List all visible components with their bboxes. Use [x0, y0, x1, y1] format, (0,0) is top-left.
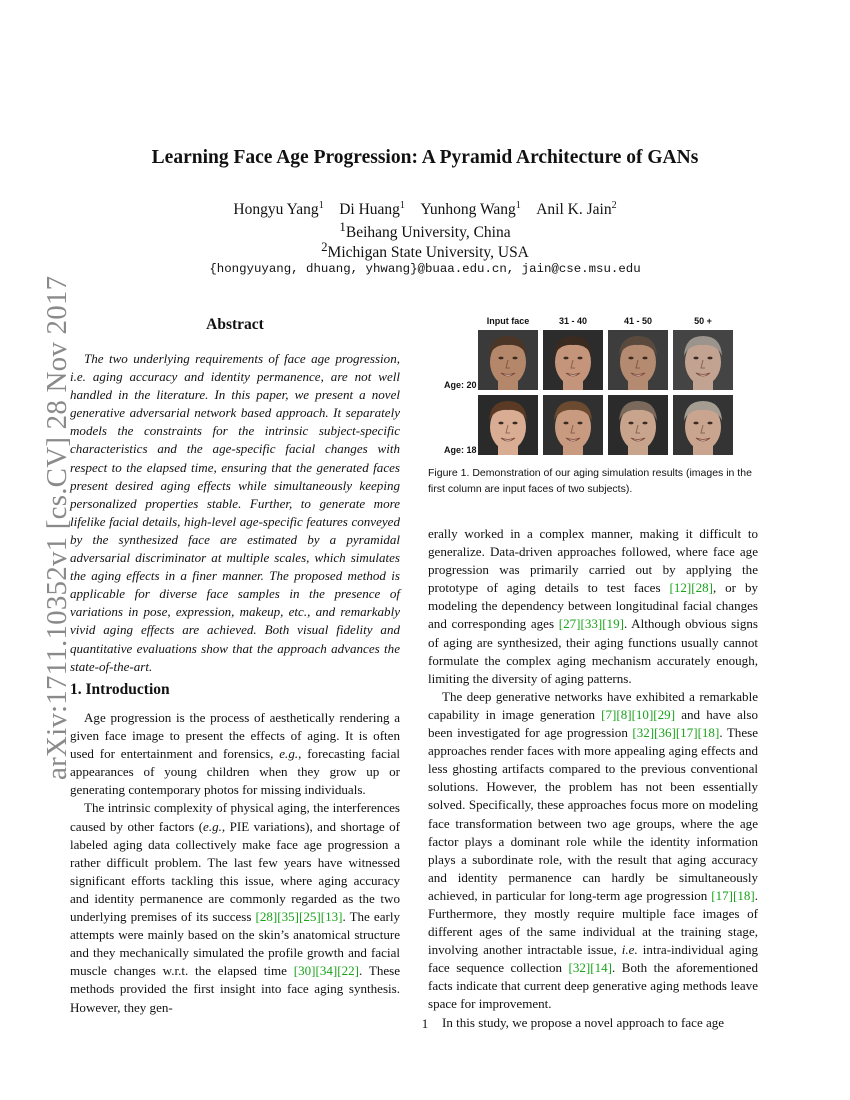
citation-link[interactable]: [12][28]	[669, 580, 713, 596]
citation-link[interactable]: [28][35][25][13]	[255, 909, 343, 925]
citation-link[interactable]: [30][34][22]	[293, 963, 359, 979]
citation-link[interactable]: [17][18]	[711, 887, 755, 903]
face-image	[608, 395, 668, 455]
author-name: Hongyu Yang	[233, 201, 319, 219]
face-image	[543, 395, 603, 455]
author-emails: {hongyuyang, dhuang, yhwang}@buaa.edu.cn, jain@cse.msu.edu	[209, 262, 641, 276]
figure-column-header: 31 - 40	[558, 316, 588, 326]
citation-link[interactable]: [32][36][17][18]	[632, 725, 720, 741]
intro-paragraph: Age progression is the process of aesthetically rendering a given face image to present the effects of aging. It is often used for entertainment and forensics, e.g., forecasting facial appearances of young children when they grow up or generating contemporary photos for missing individuals.	[70, 710, 400, 798]
face-image	[673, 395, 733, 455]
abstract-body	[70, 350, 400, 676]
face-image	[478, 330, 538, 390]
body-paragraph: In this study, we propose a novel approach to face age	[442, 1014, 725, 1030]
figure-column-header: Input face	[486, 316, 530, 326]
author-affiliation-mark: 2	[611, 200, 617, 211]
abstract-heading: Abstract	[206, 316, 264, 333]
author-affiliation-mark: 1	[399, 200, 405, 211]
author-name: Anil K. Jain	[536, 201, 612, 219]
figure-column-header: 41 - 50	[623, 316, 653, 326]
section-heading-introduction: 1. Introduction	[70, 681, 170, 698]
body-paragraph: The deep generative networks have exhibited a remarkable capability in image generation [7][8][10][29] and have also been investigated for age progression [32][36][17][18]. These approaches render faces with more appealing aging effects and less ghosting artifacts compared to the previous conventional solutions. However, the problem has not been essentially solved. Specifically, these approaches focus more on modeling face transformation between two age groups, where the age factor plays a dominant role while the identity information plays a subordinate role, with the result that aging accuracy and identity permanence can hardly be simultaneously achieved, in particular for long-term age progression [17][18]. Furthermore, they mostly require multiple face images of different ages of the same individual at the training stage, involving another intractable issue, i.e. intra-individual aging face sequence collection [32][14]. Both the aforementioned facts indicate that current deep generative aging methods leave space for improvement.	[428, 688, 758, 1012]
figure-row-age-label: Age: 20	[444, 380, 477, 390]
face-image	[543, 330, 603, 390]
affiliation-1: $^1$Beihang University, China	[339, 219, 511, 242]
face-image	[608, 330, 668, 390]
paper-title: Learning Face Age Progression: A Pyramid Architecture of GANs	[151, 147, 699, 168]
citation-link[interactable]: [27][33][19]	[558, 616, 624, 632]
author-name: Di Huang	[339, 201, 400, 219]
author-list	[0, 200, 850, 219]
figure-column-header: 50 +	[694, 316, 712, 326]
body-paragraph: erally worked in a complex manner, making it difficult to generalize. Data-driven approaches followed, where face age progression was primarily carried out by applying the prototype of aging details to test faces [12][28], or by modeling the dependency between longitudinal facial changes and corresponding ages [27][33][19]. Although obvious signs of aging are synthesized, their aging functions usually cannot formulate the complex aging mechanism accurately enough, limiting the diversity of aging patterns.	[428, 526, 759, 686]
author-affiliation-mark: 1	[318, 200, 324, 211]
face-image	[478, 395, 538, 455]
page-number: 1	[421, 1016, 429, 1031]
intro-paragraph: The intrinsic complexity of physical aging, the interferences caused by other factors (e.g., PIE variations), and shortage of labeled aging data collectively make face age progression a rather difficult problem. The last few years have witnessed significant efforts tackling this issue, where aging accuracy and identity permanence are commonly regarded as the two underlying premises of its success [28][35][25][13]. The early attempts were mainly based on the skin’s anatomical structure and they mechanically simulated the profile growth and facial muscle changes w.r.t. the elapsed time [30][34][22]. These methods provided the first insight into face aging synthesis. However, they gen-	[70, 800, 400, 1015]
affiliation-2: $^2$Michigan State University, USA	[321, 239, 529, 262]
face-image	[673, 330, 733, 390]
introduction-body	[70, 709, 400, 1017]
citation-link[interactable]: [32][14]	[568, 960, 612, 976]
right-column-body	[428, 525, 758, 1032]
author-name: Yunhong Wang	[420, 201, 516, 219]
figure-1	[428, 312, 758, 462]
author-affiliation-mark: 1	[515, 200, 521, 211]
figure-row-age-label: Age: 18	[444, 445, 477, 455]
citation-link[interactable]: [7][8][10][29]	[601, 706, 676, 722]
figure-caption: Figure 1. Demonstration of our aging simulation results (images in the first column are input faces of two subjects).	[428, 467, 752, 495]
abstract-text: The two underlying requirements of face age progression, i.e. aging accuracy and identity permanence, are not well handled in the literature. In this paper, we present a novel generative adversarial network based approach. It separately models the constraints for the intrinsic subject-specific characteristics and the age-specific facial changes with respect to the elapsed time, ensuring that the generated faces present desired aging effects while simultaneously keeping personalized properties stable. Further, to generate more lifelike facial details, high-level age-specific features conveyed by the synthesized face are estimated by a pyramidal adversarial discriminator at multiple scales, which simulates the aging effects in a finer manner. The proposed method is applicable for diverse face samples in the presence of variations in pose, expression, makeup, etc., and remarkably vivid aging effects are achieved. Both visual fidelity and quantitative evaluations show that the approach advances the state-of-the-art.	[70, 351, 400, 674]
arxiv-identifier: arXiv:1711.10352v1 [cs.CV] 28 Nov 2017	[41, 275, 73, 780]
